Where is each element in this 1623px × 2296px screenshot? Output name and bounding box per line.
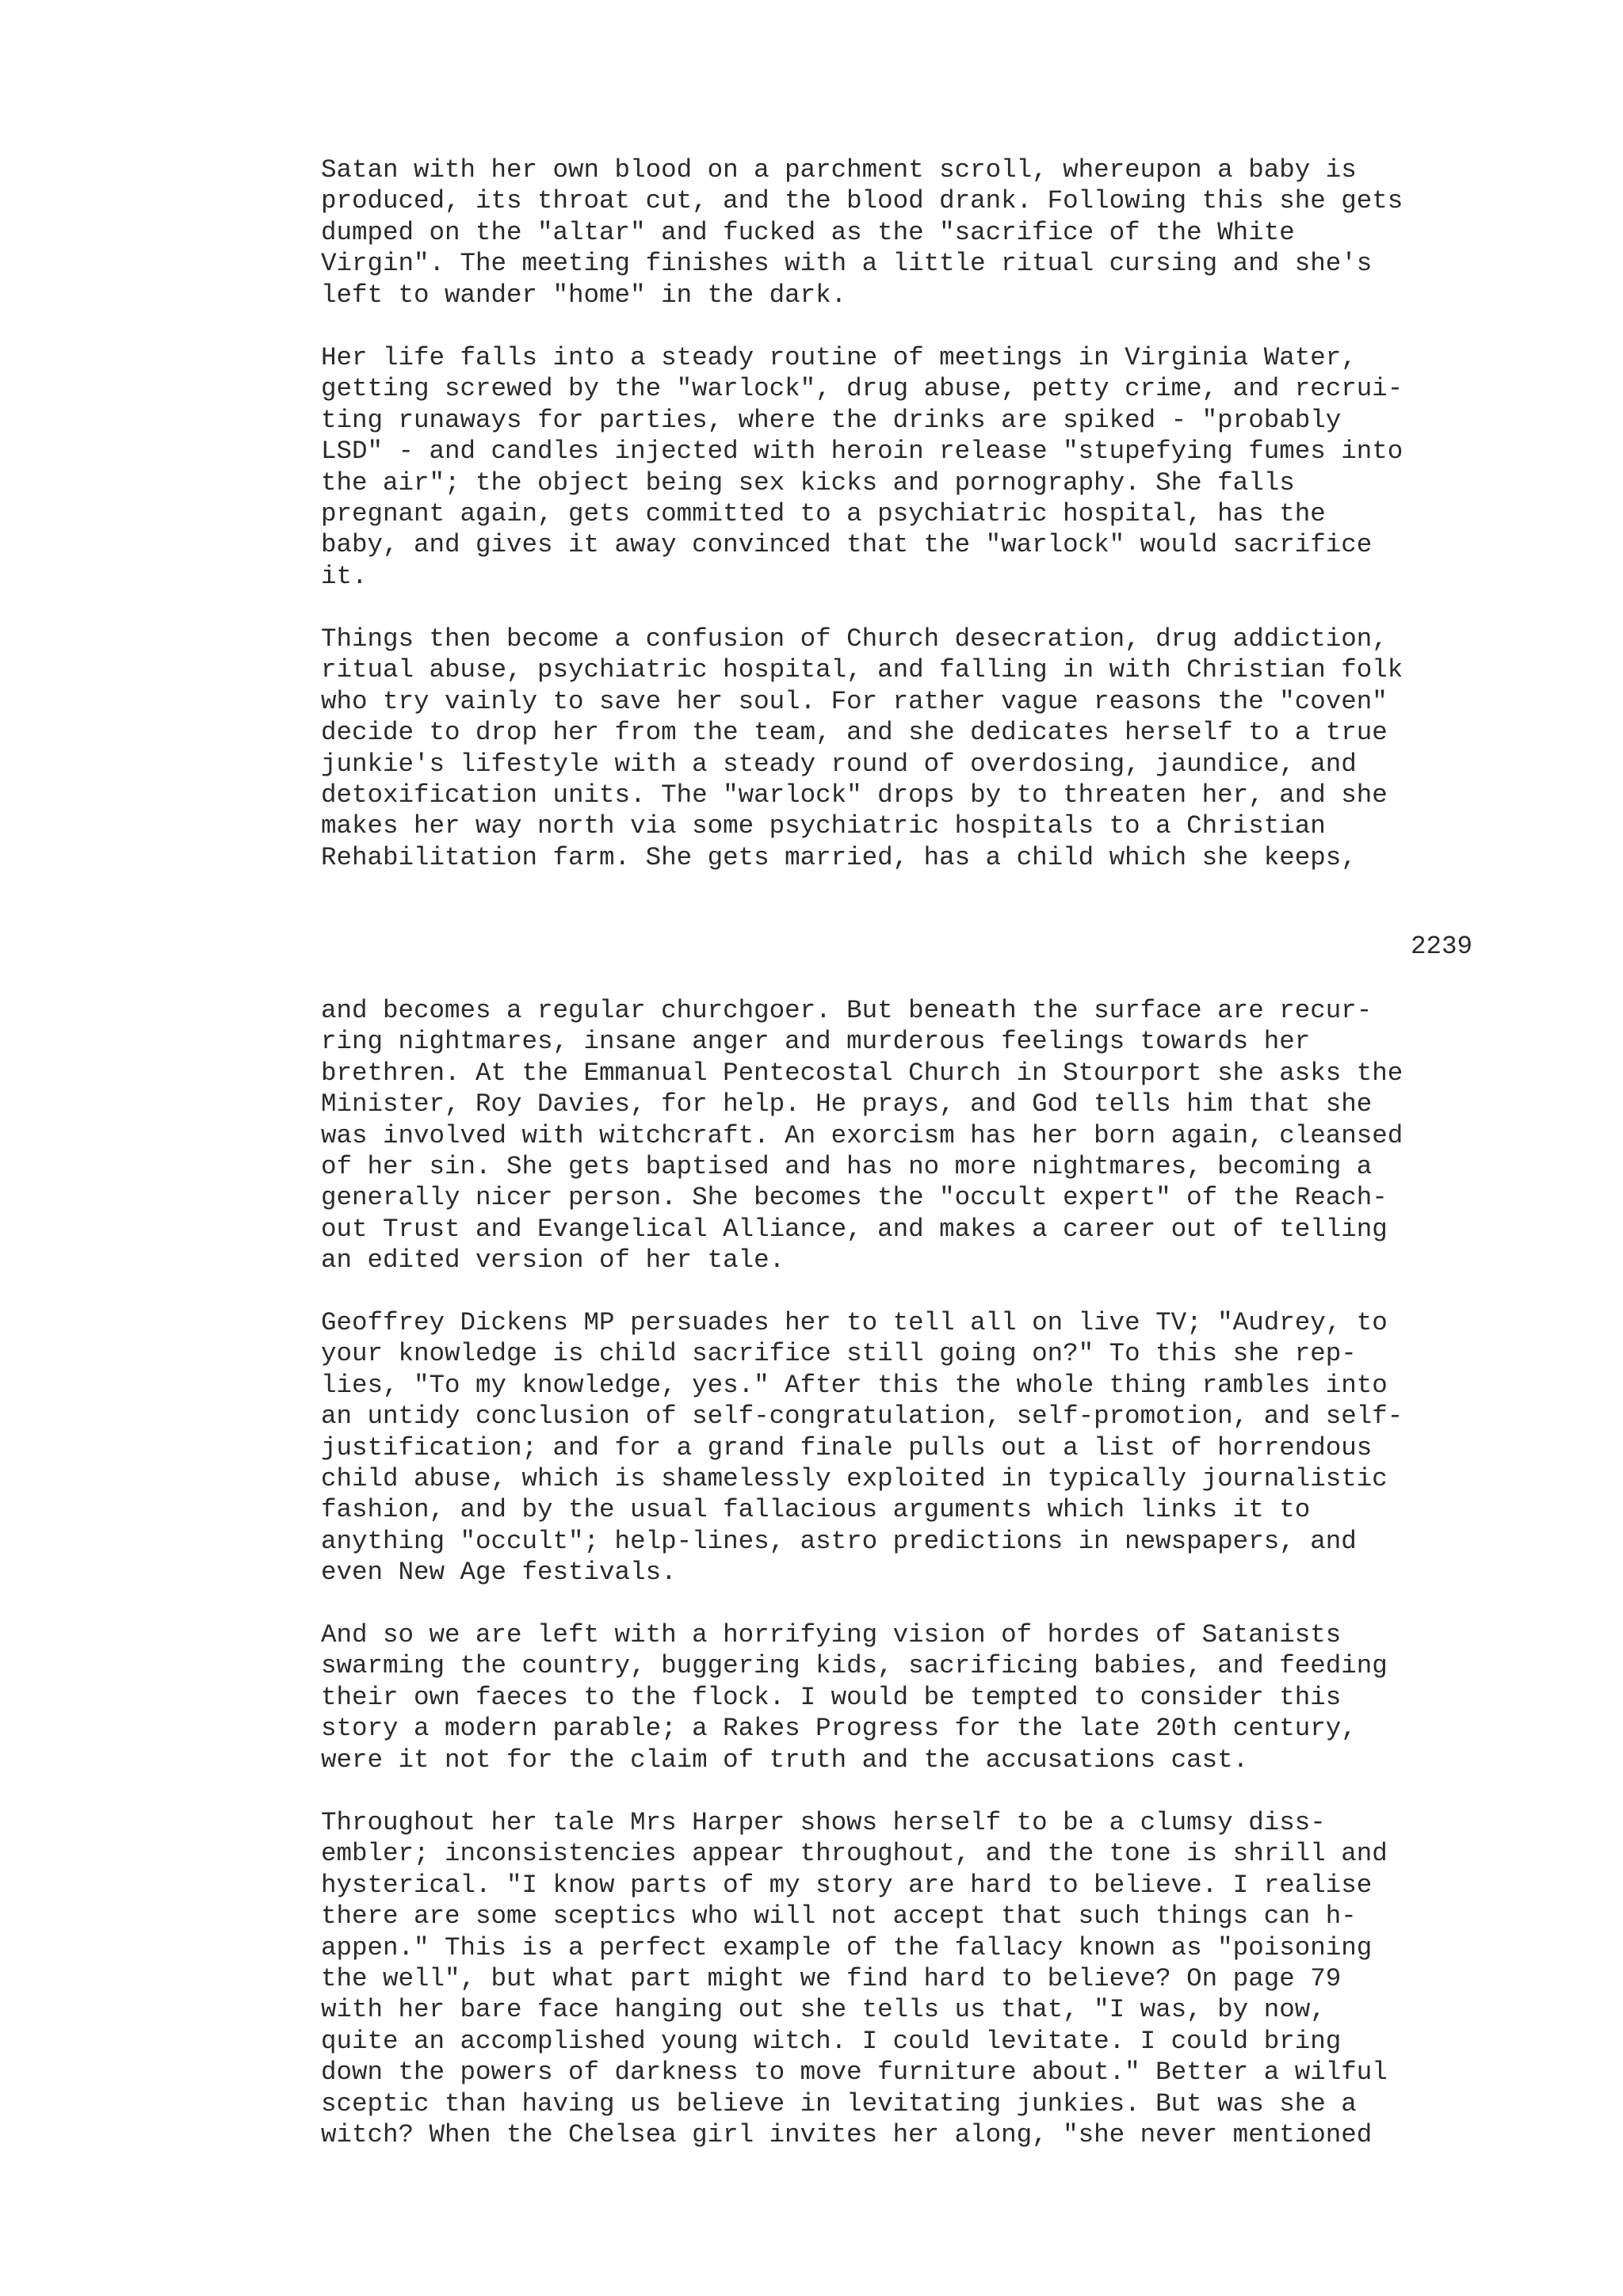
paragraph-2: Her life falls into a steady routine of meetings in Virginia Water, getting screwed by the "warlock", drug abuse, petty crime, and recrui- ting runaways for parties, where the drinks are spiked - "probably LSD" - and candles injected with heroin release "stupefying fumes into the air"; the object being sex kicks and pornography. She falls pregnant again, gets committed to a psychiatric hospital, has the baby, and gives it away convinced that the "warlock" would sacrifice it. <box>321 343 1403 591</box>
paragraph-1: Satan with her own blood on a parchment scroll, whereupon a baby is produced, its throat cut, and the blood drank. Following this she gets dumped on the "altar" and fucked as the "sacrifice of the White Virgin". The meeting finishes with a little ritual cursing and she's left to wander "home" in the dark. <box>321 155 1403 310</box>
page-number: 2239 <box>1410 932 1472 961</box>
paragraph-4: and becomes a regular churchgoer. But beneath the surface are recur- ring nightmares, insane anger and murderous feelings towards her brethren. At the Emmanual Pentecostal Church in Stourport she asks the Minister, Roy Davies, for help. He prays, and God tells him that she was involved with witchcraft. An exorcism has her born again, cleansed of her sin. She gets baptised and has no more nightmares, becoming a generally nicer person. She becomes the "occult expert" of the Reach- out Trust and Evangelical Alliance, and makes a career out of telling an edited version of her tale. <box>321 996 1403 1276</box>
paragraph-7: Throughout her tale Mrs Harper shows herself to be a clumsy diss- embler; inconsistencies appear throughout, and the tone is shrill and hysterical. "I know parts of my story are hard to believe. I realise there are some sceptics who will not accept that such things can h- appen." This is a perfect example of the fallacy known as "poisoning the well", but what part might we find hard to believe? On page 79 with her bare face hanging out she tells us that, "I was, by now, quite an accomplished young witch. I could levitate. I could bring down the powers of darkness to move furniture about." Better a wilful sceptic than having us believe in levitating junkies. But was she a witch? When the Chelsea girl invites her along, "she never mentioned <box>321 1808 1388 2150</box>
paragraph-6: And so we are left with a horrifying vision of hordes of Satanists swarming the country, buggering kids, sacrificing babies, and feeding their own faeces to the flock. I would be tempted to consider this story a modern parable; a Rakes Progress for the late 20th century, were it not for the claim of truth and the accusations cast. <box>321 1620 1388 1775</box>
paragraph-5: Geoffrey Dickens MP persuades her to tell all on live TV; "Audrey, to your knowledge is child sacrifice still going on?" To this she rep- lies, "To my knowledge, yes." After this the whole thing rambles into an untidy conclusion of self-congratulation, self-promotion, and self- justification; and for a grand finale pulls out a list of horrendous child abuse, which is shamelessly exploited in typically journalistic fashion, and by the usual fallacious arguments which links it to anything "occult"; help-lines, astro predictions in newspapers, and even New Age festivals. <box>321 1308 1403 1588</box>
paragraph-3: Things then become a confusion of Church desecration, drug addiction, ritual abuse, psychiatric hospital, and falling in with Christian folk who try vainly to save her soul. For rather vague reasons the "coven" decide to drop her from the team, and she dedicates herself to a true junkie's lifestyle with a steady round of overdosing, jaundice, and detoxification units. The "warlock" drops by to threaten her, and she makes her way north via some psychiatric hospitals to a Christian Rehabilitation farm. She gets married, has a child which she keeps, <box>321 624 1403 872</box>
